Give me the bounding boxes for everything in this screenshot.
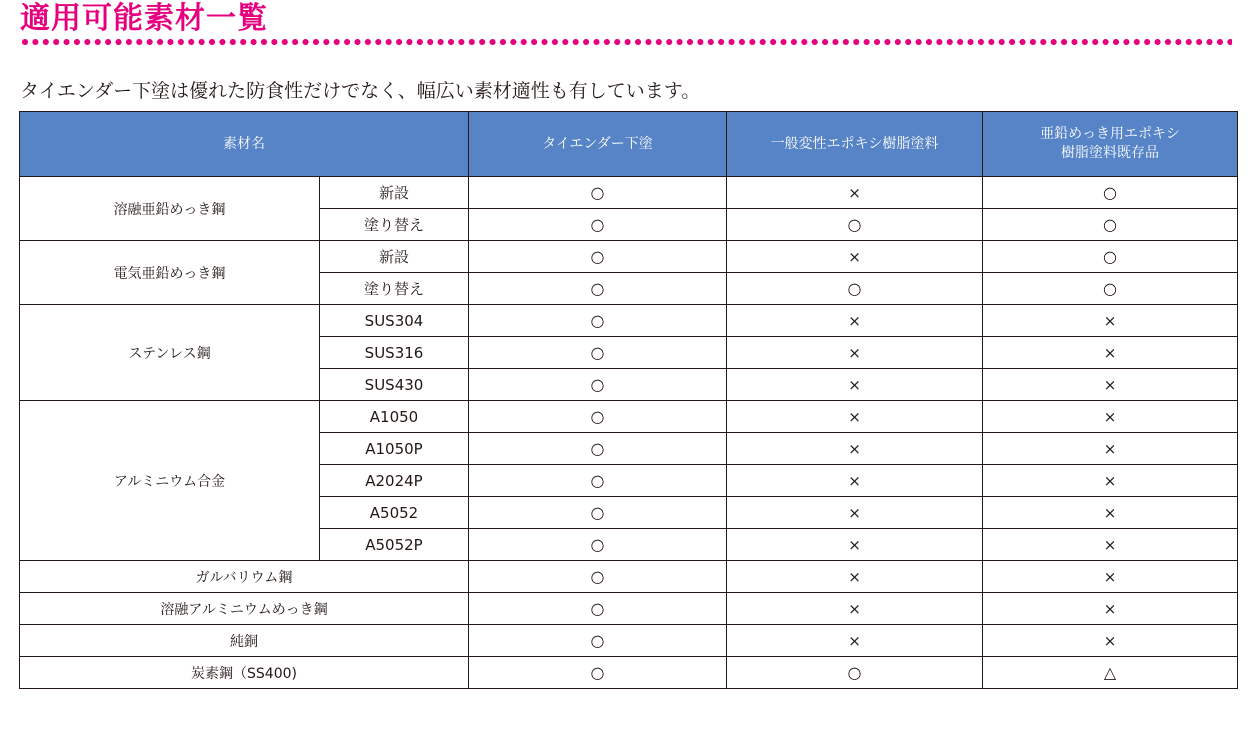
rating-general-epoxy: ○ xyxy=(727,209,983,241)
materials-table xyxy=(19,111,1238,689)
material-subtype: SUS304 xyxy=(320,305,469,337)
page-title: 適用可能素材一覧 xyxy=(20,1,268,36)
table-row xyxy=(20,561,1238,593)
rating-taiender: ○ xyxy=(469,401,727,433)
rating-taiender: ○ xyxy=(469,529,727,561)
rating-zinc-epoxy: × xyxy=(983,401,1238,433)
material-name: ガルバリウム鋼 xyxy=(20,561,469,593)
header-zinc-epoxy xyxy=(983,112,1238,177)
material-group-name: ステンレス鋼 xyxy=(20,305,320,401)
rating-taiender: ○ xyxy=(469,209,727,241)
material-name: 純銅 xyxy=(20,625,469,657)
material-subtype: A5052 xyxy=(320,497,469,529)
table-row xyxy=(20,241,1238,273)
material-subtype: A5052P xyxy=(320,529,469,561)
table-row xyxy=(20,593,1238,625)
rating-taiender: ○ xyxy=(469,273,727,305)
material-group-name: 電気亜鉛めっき鋼 xyxy=(20,241,320,305)
rating-zinc-epoxy: × xyxy=(983,497,1238,529)
rating-general-epoxy: × xyxy=(727,241,983,273)
rating-taiender: ○ xyxy=(469,433,727,465)
rating-general-epoxy: × xyxy=(727,433,983,465)
header-zinc-epoxy-line2: 樹脂塗料既存品 xyxy=(1061,145,1159,161)
header-taiender: タイエンダー下塗 xyxy=(469,112,727,177)
table-row xyxy=(20,625,1238,657)
material-group-name: アルミニウム合金 xyxy=(20,401,320,561)
material-subtype: SUS316 xyxy=(320,337,469,369)
rating-taiender: ○ xyxy=(469,337,727,369)
table-body xyxy=(20,177,1238,689)
header-material: 素材名 xyxy=(20,112,469,177)
material-subtype: 新設 xyxy=(320,177,469,209)
rating-zinc-epoxy: × xyxy=(983,529,1238,561)
rating-zinc-epoxy: × xyxy=(983,305,1238,337)
rating-zinc-epoxy: ○ xyxy=(983,241,1238,273)
rating-general-epoxy: × xyxy=(727,561,983,593)
rating-zinc-epoxy: ○ xyxy=(983,209,1238,241)
material-subtype: A1050 xyxy=(320,401,469,433)
rating-taiender: ○ xyxy=(469,177,727,209)
material-subtype: A1050P xyxy=(320,433,469,465)
rating-zinc-epoxy: × xyxy=(983,561,1238,593)
rating-zinc-epoxy: × xyxy=(983,625,1238,657)
material-subtype: A2024P xyxy=(320,465,469,497)
rating-taiender: ○ xyxy=(469,561,727,593)
rating-taiender: ○ xyxy=(469,625,727,657)
dotted-divider xyxy=(22,38,1232,48)
rating-zinc-epoxy: × xyxy=(983,433,1238,465)
rating-zinc-epoxy: ○ xyxy=(983,273,1238,305)
rating-general-epoxy: × xyxy=(727,625,983,657)
rating-zinc-epoxy: × xyxy=(983,465,1238,497)
rating-general-epoxy: × xyxy=(727,465,983,497)
material-subtype: 塗り替え xyxy=(320,273,469,305)
header-zinc-epoxy-line1: 亜鉛めっき用エポキシ xyxy=(1040,126,1180,142)
table-row xyxy=(20,177,1238,209)
intro-text: タイエンダー下塗は優れた防食性だけでなく、幅広い素材適性も有しています。 xyxy=(20,80,701,102)
rating-general-epoxy: ○ xyxy=(727,273,983,305)
table-row xyxy=(20,657,1238,689)
material-group-name: 溶融亜鉛めっき鋼 xyxy=(20,177,320,241)
rating-general-epoxy: × xyxy=(727,529,983,561)
rating-taiender: ○ xyxy=(469,465,727,497)
rating-taiender: ○ xyxy=(469,305,727,337)
rating-general-epoxy: × xyxy=(727,497,983,529)
rating-general-epoxy: × xyxy=(727,593,983,625)
material-subtype: SUS430 xyxy=(320,369,469,401)
table-row xyxy=(20,305,1238,337)
rating-general-epoxy: × xyxy=(727,305,983,337)
rating-taiender: ○ xyxy=(469,497,727,529)
material-subtype: 新設 xyxy=(320,241,469,273)
rating-general-epoxy: × xyxy=(727,369,983,401)
rating-zinc-epoxy: × xyxy=(983,369,1238,401)
rating-zinc-epoxy: ○ xyxy=(983,177,1238,209)
rating-taiender: ○ xyxy=(469,369,727,401)
material-name: 炭素鋼（SS400) xyxy=(20,657,469,689)
rating-taiender: ○ xyxy=(469,657,727,689)
header-row xyxy=(20,112,1238,177)
rating-taiender: ○ xyxy=(469,593,727,625)
rating-general-epoxy: × xyxy=(727,337,983,369)
rating-general-epoxy: × xyxy=(727,177,983,209)
material-subtype: 塗り替え xyxy=(320,209,469,241)
rating-zinc-epoxy: △ xyxy=(983,657,1238,689)
header-general-epoxy: 一般変性エポキシ樹脂塗料 xyxy=(727,112,983,177)
table-row xyxy=(20,401,1238,433)
rating-zinc-epoxy: × xyxy=(983,593,1238,625)
table-header xyxy=(20,112,1238,177)
material-name: 溶融アルミニウムめっき鋼 xyxy=(20,593,469,625)
rating-taiender: ○ xyxy=(469,241,727,273)
rating-general-epoxy: × xyxy=(727,401,983,433)
rating-general-epoxy: ○ xyxy=(727,657,983,689)
rating-zinc-epoxy: × xyxy=(983,337,1238,369)
